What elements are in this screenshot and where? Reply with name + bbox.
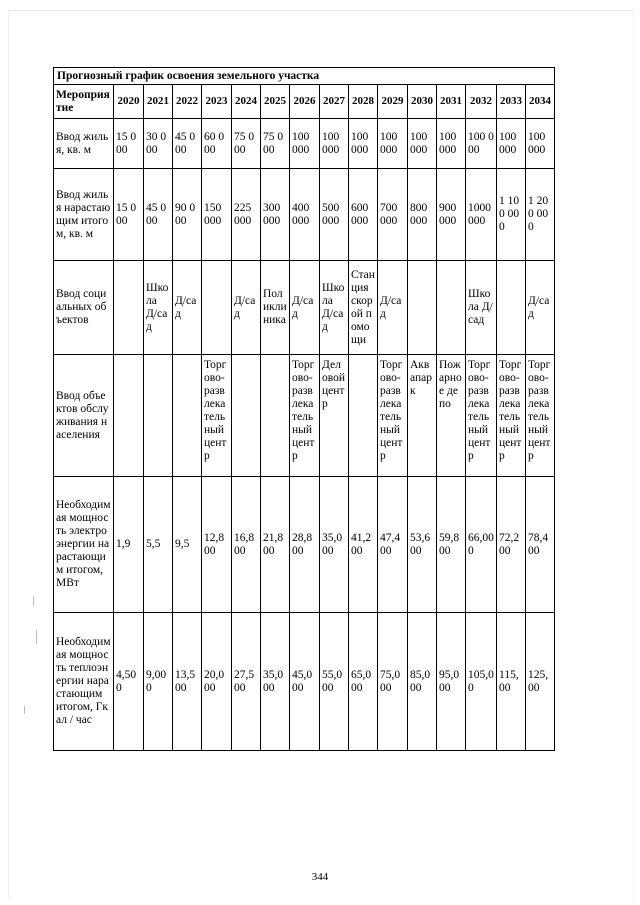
table-cell: 21,800 xyxy=(261,477,290,613)
land-development-schedule-table xyxy=(53,67,555,751)
table-cell: 75,000 xyxy=(378,613,408,751)
table-cell: 75 000 xyxy=(261,119,290,169)
table-cell: Школа Д/сад xyxy=(466,261,497,355)
table-cell: 60 000 xyxy=(202,119,232,169)
table-row xyxy=(54,613,555,751)
table-cell: 12,800 xyxy=(202,477,232,613)
table-cell: Торгово-развлекательный центр xyxy=(202,355,232,477)
table-cell: Д/сад xyxy=(378,261,408,355)
header-cell-year: 2028 xyxy=(349,85,378,119)
table-row xyxy=(54,169,555,261)
table-cell: 100 000 xyxy=(437,119,466,169)
table-row xyxy=(54,355,555,477)
table-cell: 41,200 xyxy=(349,477,378,613)
table-cell xyxy=(173,355,202,477)
row-label: Необходимая мощность электроэнергии нарастающим итогом, МВт xyxy=(54,477,114,613)
table-cell: 100 000 xyxy=(290,119,320,169)
table-cell: 55,000 xyxy=(320,613,349,751)
table-cell: 90 000 xyxy=(173,169,202,261)
table-cell: 66,000 xyxy=(466,477,497,613)
row-label: Ввод жилья нарастающим итогом, кв. м xyxy=(54,169,114,261)
table-cell: 105,00 xyxy=(466,613,497,751)
table-cell: 100 000 xyxy=(466,119,497,169)
title-row xyxy=(54,68,555,85)
table-cell: 225 000 xyxy=(232,169,261,261)
table-cell: Торгово-развлекательный центр xyxy=(497,355,526,477)
table-cell: 100 000 xyxy=(320,119,349,169)
table-cell: 1,9 xyxy=(114,477,144,613)
scan-speck xyxy=(36,630,37,644)
table-cell: 30 000 xyxy=(144,119,173,169)
table-cell: Школа Д/сад xyxy=(144,261,173,355)
table-cell: 15 000 xyxy=(114,169,144,261)
table-cell: 53,600 xyxy=(408,477,437,613)
row-label: Ввод социальных объектов xyxy=(54,261,114,355)
table-cell: 75 000 xyxy=(232,119,261,169)
table-cell: 72,200 xyxy=(497,477,526,613)
table-title: Прогнозный график освоения земельного участка xyxy=(54,68,555,85)
header-cell-activity: Мероприятие xyxy=(54,85,114,119)
header-cell-year: 2033 xyxy=(497,85,526,119)
table-cell: Школа Д/сад xyxy=(320,261,349,355)
table-cell: 700 000 xyxy=(378,169,408,261)
table-cell xyxy=(114,355,144,477)
table-cell: 500 000 xyxy=(320,169,349,261)
scan-speck xyxy=(24,706,25,714)
header-cell-year: 2024 xyxy=(232,85,261,119)
table-cell: Торгово-развлекательный центр xyxy=(290,355,320,477)
table-cell: 35,000 xyxy=(261,613,290,751)
table-row xyxy=(54,477,555,613)
table-cell: 35,000 xyxy=(320,477,349,613)
table-cell: 95,000 xyxy=(437,613,466,751)
table-cell: 150 000 xyxy=(202,169,232,261)
table-cell: 115,00 xyxy=(497,613,526,751)
header-cell-year: 2027 xyxy=(320,85,349,119)
table-cell: Д/сад xyxy=(232,261,261,355)
table-cell: 600 000 xyxy=(349,169,378,261)
row-label: Ввод объектов обслуживания населения xyxy=(54,355,114,477)
header-cell-year: 2031 xyxy=(437,85,466,119)
header-cell-year: 2023 xyxy=(202,85,232,119)
table-cell: Д/сад xyxy=(290,261,320,355)
table-cell: 15 000 xyxy=(114,119,144,169)
table-cell xyxy=(114,261,144,355)
table-cell: 800 000 xyxy=(408,169,437,261)
table-cell: 900 000 xyxy=(437,169,466,261)
table-cell: 1 200 000 xyxy=(526,169,555,261)
scan-speck xyxy=(33,596,34,606)
table-cell: 100 000 xyxy=(378,119,408,169)
table-cell: 13,500 xyxy=(173,613,202,751)
table-cell: 300 000 xyxy=(261,169,290,261)
table-cell: 85,000 xyxy=(408,613,437,751)
table-cell: 20,000 xyxy=(202,613,232,751)
table-cell: 100 000 xyxy=(497,119,526,169)
header-cell-year: 2034 xyxy=(526,85,555,119)
table-cell xyxy=(349,355,378,477)
table-cell: Д/сад xyxy=(173,261,202,355)
table-cell: 100 000 xyxy=(526,119,555,169)
row-label: Необходимая мощность теплоэнергии нарастающим итогом, Гкал / час xyxy=(54,613,114,751)
table-cell: Пожарное депо xyxy=(437,355,466,477)
table-cell: 4,500 xyxy=(114,613,144,751)
table-cell: 28,800 xyxy=(290,477,320,613)
header-cell-year: 2030 xyxy=(408,85,437,119)
header-cell-year: 2025 xyxy=(261,85,290,119)
table-cell: Торгово-развлекательный центр xyxy=(378,355,408,477)
table-cell: Торгово-развлекательный центр xyxy=(526,355,555,477)
table-cell: Станция скорой помощи xyxy=(349,261,378,355)
header-cell-year: 2022 xyxy=(173,85,202,119)
table-cell: 27,500 xyxy=(232,613,261,751)
header-row xyxy=(54,85,555,119)
table-cell: Торгово-развлекательный центр xyxy=(466,355,497,477)
header-cell-year: 2029 xyxy=(378,85,408,119)
header-cell-year: 2026 xyxy=(290,85,320,119)
table-cell: 59,800 xyxy=(437,477,466,613)
table-cell: 78,400 xyxy=(526,477,555,613)
table-cell xyxy=(261,355,290,477)
table-body xyxy=(54,68,555,751)
table-row xyxy=(54,119,555,169)
table-cell: 1000 000 xyxy=(466,169,497,261)
table-cell: Аквапарк xyxy=(408,355,437,477)
header-cell-year: 2020 xyxy=(114,85,144,119)
table-cell xyxy=(202,261,232,355)
table-cell: 400 000 xyxy=(290,169,320,261)
table-cell: 45 000 xyxy=(173,119,202,169)
table-cell: 65,000 xyxy=(349,613,378,751)
table-cell: 45 000 xyxy=(144,169,173,261)
table-cell: 100 000 xyxy=(349,119,378,169)
table-cell: 45,000 xyxy=(290,613,320,751)
table-cell: 100 000 xyxy=(408,119,437,169)
table-cell xyxy=(437,261,466,355)
table-cell: 125,00 xyxy=(526,613,555,751)
table-cell: Д/сад xyxy=(526,261,555,355)
table-cell: Поликлиника xyxy=(261,261,290,355)
table-cell: 47,400 xyxy=(378,477,408,613)
table-cell: 5,5 xyxy=(144,477,173,613)
header-cell-year: 2021 xyxy=(144,85,173,119)
table-cell xyxy=(497,261,526,355)
table-cell: 9,5 xyxy=(173,477,202,613)
header-cell-year: 2032 xyxy=(466,85,497,119)
table-row xyxy=(54,261,555,355)
table-cell xyxy=(232,355,261,477)
table-cell: 9,000 xyxy=(144,613,173,751)
table-cell xyxy=(408,261,437,355)
table-cell: Деловой центр xyxy=(320,355,349,477)
table-cell xyxy=(144,355,173,477)
table-cell: 16,800 xyxy=(232,477,261,613)
table-cell: 1 100 000 xyxy=(497,169,526,261)
row-label: Ввод жилья, кв. м xyxy=(54,119,114,169)
page-number: 344 xyxy=(311,871,329,883)
